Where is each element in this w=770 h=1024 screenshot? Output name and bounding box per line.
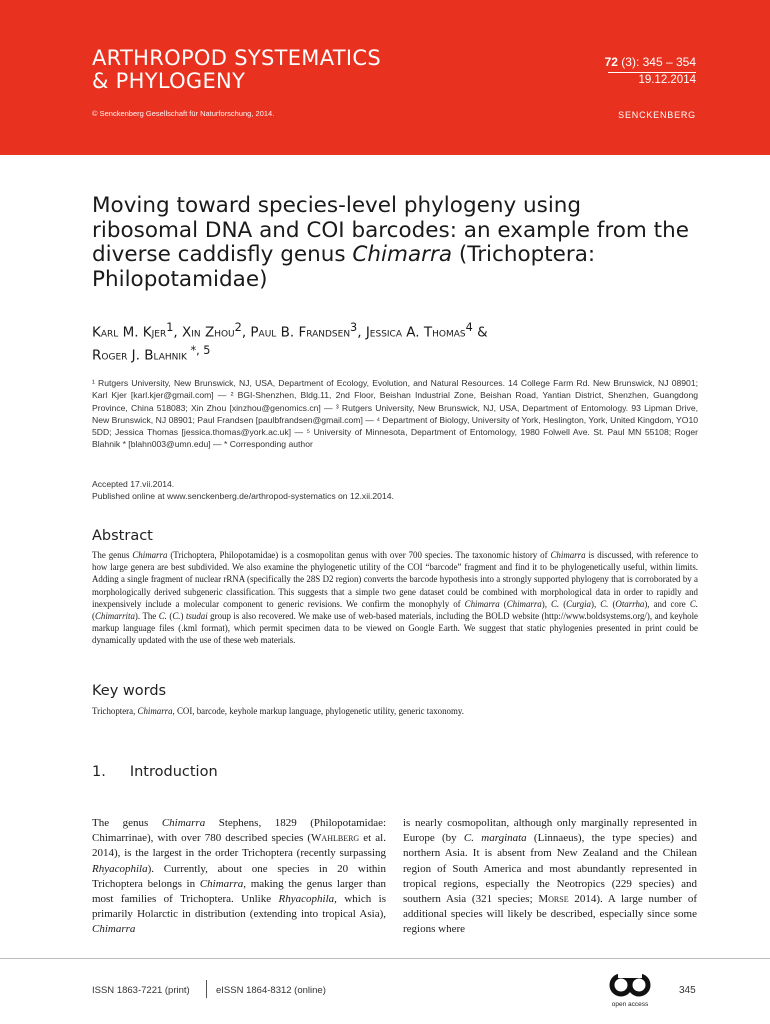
abstract-text: (Trichoptera, Philopotamidae) is a cosmopolitan genus with over 700 species. The taxonomic history of <box>167 550 551 560</box>
intro-text: Chimarra <box>199 877 244 890</box>
article-dates: Accepted 17.vii.2014. Published online at www.senckenberg.de/arthropod-systematics on 12.xii.2014. <box>92 479 394 502</box>
abstract-text: ) <box>180 611 186 622</box>
article-title: Moving toward species-level phylogeny using ribosomal DNA and COI barcodes: an example from the diverse caddisfly genus Chimarra (Trichoptera: Philopotamidae) <box>92 193 689 292</box>
intro-text: ). Currently, about one species in 20 within Trichoptera belongs in <box>92 862 386 890</box>
journal-title: ARTHROPOD SYSTEMATICS & PHYLOGENY <box>92 46 381 93</box>
abstract-text: is discussed, with reference to how large genera are best subdivided. We also examine the phylogenetic utility of the COI “barcode” fragment and find it to be phylogenetically useful, within limits. Adding a single fragment of nuclear rRNA (specifically the 28S D2 region) converts the barcode hypothesis into a strongly supported phylogeny that is corroborated by a morphologically derived subgeneric classification. This suggests that a simple two gene dataset could be combined with morphological data in order to rapidly and inexpensively include a molecular component to generic revisions. We confirm the monophyly of <box>92 550 699 609</box>
open-access-label: open access <box>611 1001 649 1008</box>
abstract-heading: Abstract <box>92 528 153 544</box>
abstract-text: ( <box>92 611 95 622</box>
issn-separator <box>206 980 207 998</box>
author-list: Karl M. Kjer$^1$, Xin Zhou$^2$, Paul B. Frandsen$^3$, Jessica A. Thomas$^4$ & Roger J. Blahnik $^{*, 5}$ <box>92 321 488 363</box>
issn-print: ISSN 1863-7221 (print) <box>92 985 190 996</box>
abstract-body <box>92 549 698 647</box>
journal-banner <box>0 0 770 155</box>
abstract-text: ), and core <box>644 598 690 609</box>
publication-date: 19.12.2014 <box>638 74 696 86</box>
intro-text: et al. 2014), is the largest in the order Trichoptera (recently surpassing <box>92 832 386 860</box>
footer-divider <box>0 958 770 959</box>
abstract-text: Chimarrita <box>94 611 135 622</box>
abstract-text: Chimarra <box>550 550 586 560</box>
affiliations: ¹ Rutgers University, New Brunswick, NJ, USA, Department of Ecology, Evolution, and Natural Resources. 14 College Farm Rd. New Brunswick, NJ 08901; Karl Kjer [karl.kjer@gmail.com] — ² BGI-Shenzhen, Bldg.11, 2nd Floor, Beishan Industrial Zone, Beishan Road, Yantian District, Shenzhen, Guangdong Province, China 518083; Xin Zhou [xinzhou@genomics.cn] — ³ Rutgers University, New Brunswick, NJ, USA, Department of Entomology. 93 Lipman Drive, New Brunswick, NJ 08901; Paul Frandsen [paulbfrandsen@gmail.com] — ⁴ Department of Biology, University of York, Heslington, York, United Kingdom, YO10 5DD; Jessica Thomas [jessica.thomas@york.ac.uk] — ⁵ University of Minnesota, Department of Entomology, 1980 Folwell Ave. St. Paul MN 55108; Roger Blahnik * [blahn003@umn.edu] — * Corresponding author <box>92 378 698 450</box>
abstract-text: Curgia <box>566 598 591 609</box>
volume-issue: 72 (3): 345 – 354 <box>604 55 696 69</box>
intro-text: Rhyacophila <box>92 862 148 875</box>
abstract-text: C. <box>172 611 181 622</box>
abstract-text: Chimarra <box>506 598 542 609</box>
keywords-text: , COI, barcode, keyhole markup language, phylogenetic utility, generic taxonomy. <box>172 706 464 716</box>
abstract-text: C. <box>600 598 609 609</box>
intro-text: Chimarra <box>92 923 136 936</box>
abstract-text: ), <box>541 598 551 609</box>
abstract-text: ), <box>590 598 601 609</box>
intro-text: Wahlberg <box>311 832 360 845</box>
keywords-body <box>92 705 698 717</box>
intro-text: , which is primarily Holarctic in distribution (extending into tropical Asia), <box>92 893 386 921</box>
abstract-text: ( <box>166 611 173 622</box>
abstract-text: ( <box>559 598 567 609</box>
abstract-text: C. <box>689 598 698 609</box>
intro-text: 2014). A large number of additional species will likely be described, especially since some regions where <box>403 893 697 936</box>
intro-text: Stephens, 1829 (Philopotamidae: Chimarrinae), with over 780 described species ( <box>92 817 387 845</box>
keywords-text: Trichoptera, <box>92 706 138 716</box>
intro-text: is nearly cosmopolitan, although only marginally represented in Europe (by <box>403 817 697 845</box>
intro-text: , making the genus larger than most families of Trichoptera. Unlike <box>92 877 387 906</box>
abstract-text: ( <box>608 598 616 609</box>
intro-text: The genus <box>92 817 162 829</box>
introduction-heading: 1. Introduction <box>92 764 218 780</box>
intro-text: Rhyacophila <box>278 893 335 906</box>
copyright-notice: © Senckenberg Gesellschaft für Naturforschung, 2014. <box>92 109 275 118</box>
intro-text: C. marginata <box>463 832 527 845</box>
publisher-logo: SENCKENBERG <box>618 110 696 120</box>
abstract-text: C. <box>550 598 560 609</box>
intro-text: Morse <box>538 893 569 906</box>
abstract-text: Otarrha <box>615 598 645 609</box>
abstract-text: ). The <box>134 611 159 622</box>
open-access-badge <box>608 972 652 1008</box>
abstract-text: ( <box>499 598 507 609</box>
abstract-text: The genus <box>92 550 133 560</box>
intro-text: Chimarra <box>161 817 206 829</box>
issn-online: eISSN 1864-8312 (online) <box>216 985 326 996</box>
abstract-text: tsudai <box>185 611 208 622</box>
intro-text: (Linnaeus), the type species) and northern Asia. It is absent from New Zealand and the Chilean region of South America and most abundantly represented in tropical regions, especially the Neotropics (229 species) and southern Asia (321 species; <box>403 832 697 906</box>
abstract-text: C. <box>158 611 167 622</box>
intro-column-left <box>92 816 386 938</box>
abstract-text: Chimarra <box>132 550 168 560</box>
page-number: 345 <box>679 985 696 996</box>
keywords-text: Chimarra <box>137 706 173 716</box>
keywords-heading: Key words <box>92 683 167 699</box>
open-access-icon <box>608 972 652 998</box>
volume-divider <box>608 72 696 73</box>
abstract-text: group is also recovered. We make use of web-based materials, including the BOLD website (http://www.boldsystems.org/), and keyhole markup language files (.kml format), which permit specimen data to be viewed on Google Earth. We suggest that static phylogenies presented in print could be dynamically updated with the use of these web materials. <box>92 611 698 646</box>
intro-column-right <box>403 816 697 938</box>
abstract-text: Chimarra <box>464 598 500 609</box>
